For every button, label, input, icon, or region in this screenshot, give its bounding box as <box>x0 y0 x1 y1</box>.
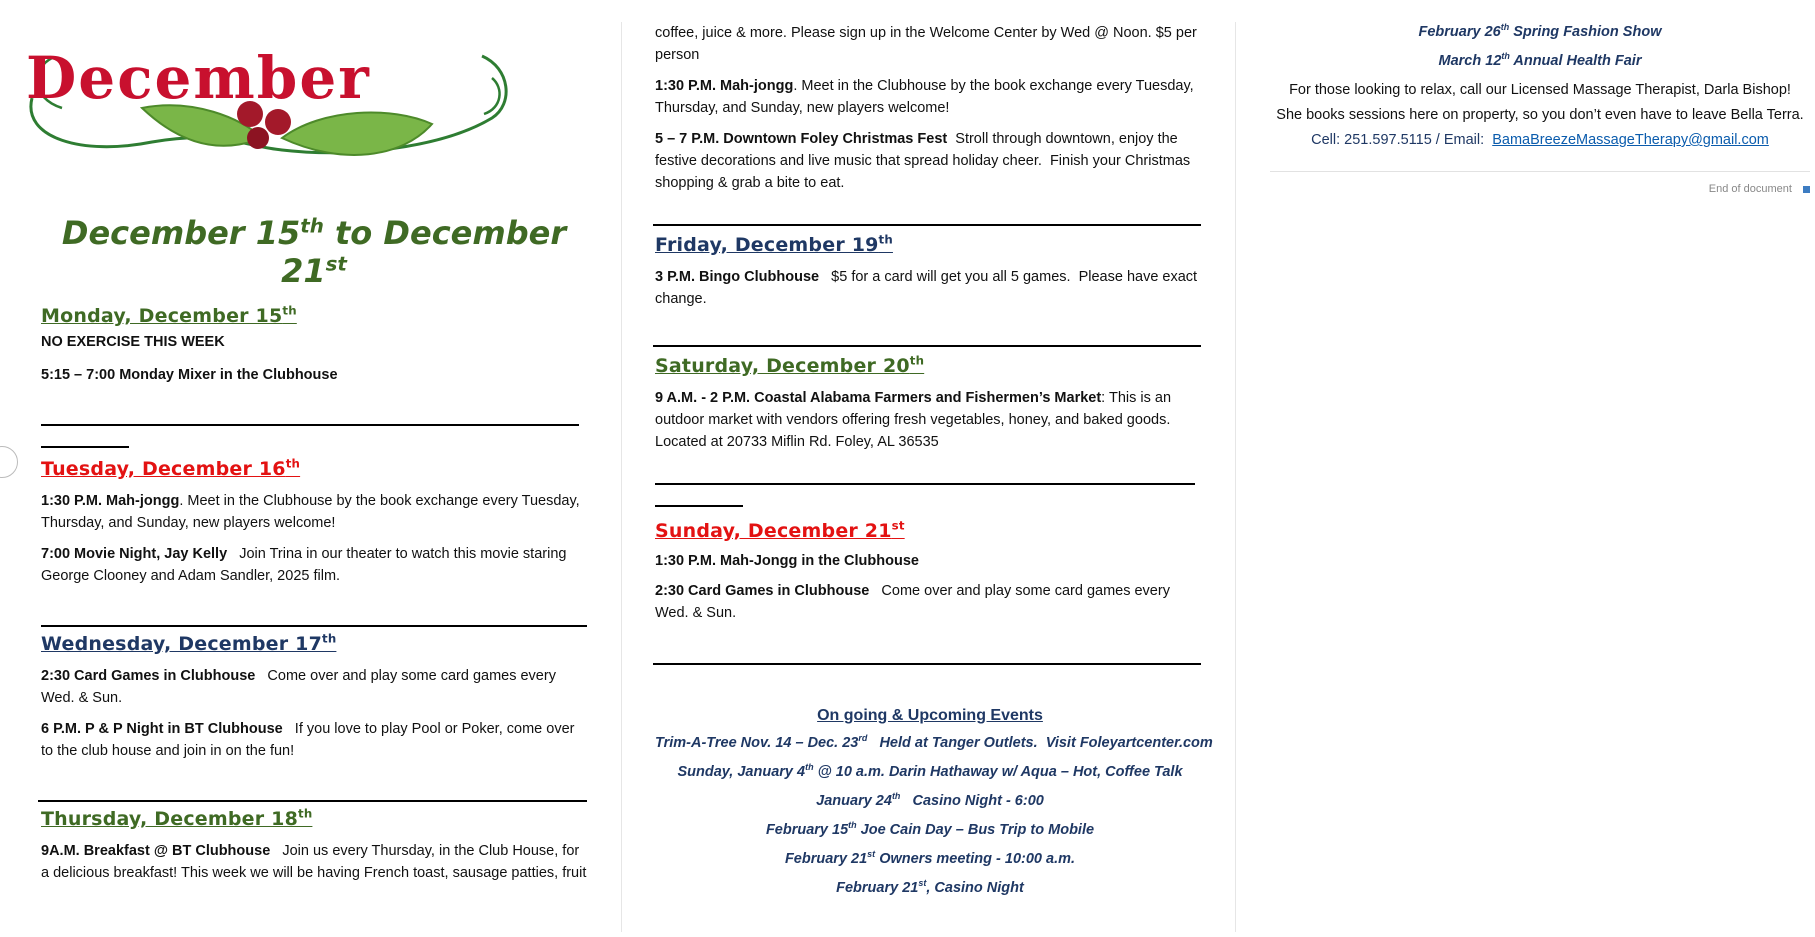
upcoming-event: February 21st Owners meeting - 10:00 a.m. <box>784 849 1076 867</box>
saturday-section <box>655 355 1205 453</box>
wednesday-section <box>41 633 589 762</box>
divider <box>653 663 1201 665</box>
day-heading-tuesday: Tuesday, December 16th <box>41 456 301 480</box>
massage-line: She books sessions here on property, so you don’t even have to leave Bella Terra. <box>1276 107 1804 123</box>
divider <box>41 424 579 426</box>
upcoming-event: February 21st, Casino Night <box>836 878 1024 896</box>
divider-short <box>655 505 743 507</box>
december-logo <box>22 38 518 170</box>
event-item: 2:30 Card Games in Clubhouse Come over and play some card games every Wed. & Sun. <box>41 668 560 706</box>
upcoming-title: On going & Upcoming Events <box>817 707 1043 724</box>
email-link[interactable]: BamaBreezeMassageTherapy@gmail.com <box>1492 132 1769 148</box>
upcoming-event: Trim-A-Tree Nov. 14 – Dec. 23rd Held at Tanger Outlets. Visit Foleyartcenter.com <box>655 733 1213 751</box>
event-item: 2:30 Card Games in Clubhouse Come over and play some card games every Wed. & Sun. <box>655 583 1174 621</box>
event-item: 1:30 P.M. Mah-jongg. Meet in the Clubhouse by the book exchange every Tuesday, Thursday, and Sunday, new players welcome! <box>41 493 580 531</box>
divider <box>41 625 587 627</box>
column-divider <box>1235 22 1236 932</box>
monday-mixer: 5:15 – 7:00 Monday Mixer in the Clubhouse <box>41 367 338 383</box>
divider <box>653 345 1201 347</box>
divider-short <box>41 446 129 448</box>
event-item: 9A.M. Breakfast @ BT Clubhouse Join us every Thursday, in the Club House, for a delicious breakfast! This week we will be having French toast, sausage patties, fruit <box>41 843 587 881</box>
page-scroll-handle[interactable] <box>0 446 18 478</box>
day-heading-saturday: Saturday, December 20th <box>655 353 925 377</box>
upcoming-event: March 12th Annual Health Fair <box>1438 51 1642 69</box>
divider <box>653 224 1201 226</box>
day-heading-friday: Friday, December 19th <box>655 232 893 256</box>
event-item: 6 P.M. P & P Night in BT Clubhouse If you love to play Pool or Poker, come over to the club house and join in on the fun! <box>41 721 579 759</box>
massage-line: For those looking to relax, call our Licensed Massage Therapist, Darla Bishop! <box>1289 82 1791 98</box>
day-heading-monday: Monday, December 15th <box>41 303 297 327</box>
holly-logo-graphic <box>22 38 518 170</box>
end-of-document-marker: End of document <box>1600 183 1810 195</box>
event-item: 1:30 P.M. Mah-jongg. Meet in the Clubhouse by the book exchange every Tuesday, Thursday, and Sunday, new players welcome! <box>655 78 1194 116</box>
upcoming-events <box>655 703 1213 903</box>
massage-info <box>1270 78 1810 153</box>
breakfast-continued <box>655 22 1205 194</box>
week-heading: December 15th to December 21st <box>61 214 567 290</box>
upcoming-event: January 24th Casino Night - 6:00 <box>816 791 1044 809</box>
column-divider <box>621 22 622 932</box>
event-item: 9 A.M. - 2 P.M. Coastal Alabama Farmers and Fishermen’s Market: This is an outdoor market with vendors offering fresh vegetables, honey, and baked goods. Located at 20733 Miflin Rd. Foley, AL 36535 <box>655 390 1172 450</box>
thursday-section <box>41 808 589 884</box>
event-item: 1:30 P.M. Mah-Jongg in the Clubhouse <box>655 553 919 569</box>
event-item: 3 P.M. Bingo Clubhouse $5 for a card will get you all 5 games. Please have exact change. <box>655 269 1202 307</box>
friday-section <box>655 234 1205 310</box>
sunday-section <box>655 520 1205 624</box>
breakfast-continued-text: coffee, juice & more. Please sign up in the Welcome Center by Wed @ Noon. $5 per person <box>655 25 1197 63</box>
upcoming-event: Sunday, January 4th @ 10 a.m. Darin Hathaway w/ Aqua – Hot, Coffee Talk <box>677 762 1183 780</box>
end-square-icon <box>1803 186 1810 193</box>
upcoming-event: February 26th Spring Fashion Show <box>1418 22 1662 40</box>
massage-contact: Cell: 251.597.5115 / Email: BamaBreezeMassageTherapy@gmail.com <box>1311 132 1769 148</box>
monday-section <box>41 305 589 386</box>
end-divider <box>1270 171 1810 172</box>
day-heading-sunday: Sunday, December 21st <box>655 518 905 542</box>
day-heading-thursday: Thursday, December 18th <box>41 806 313 830</box>
no-exercise-note: NO EXERCISE THIS WEEK <box>41 334 225 350</box>
upcoming-events-continued <box>1270 18 1810 76</box>
logo-wordmark: December <box>26 44 371 112</box>
day-heading-wednesday: Wednesday, December 17th <box>41 631 337 655</box>
event-item: 5 – 7 P.M. Downtown Foley Christmas Fest Stroll through downtown, enjoy the festive decorations and live music that spread holiday cheer. Finish your Christmas shopping & grab a bite to eat. <box>655 131 1195 191</box>
divider <box>38 800 587 802</box>
upcoming-event: February 15th Joe Cain Day – Bus Trip to Mobile <box>765 820 1095 838</box>
divider <box>655 483 1195 485</box>
event-item: 7:00 Movie Night, Jay Kelly Join Trina in our theater to watch this movie staring George Clooney and Adam Sandler, 2025 film. <box>41 546 571 584</box>
tuesday-section <box>41 458 589 587</box>
